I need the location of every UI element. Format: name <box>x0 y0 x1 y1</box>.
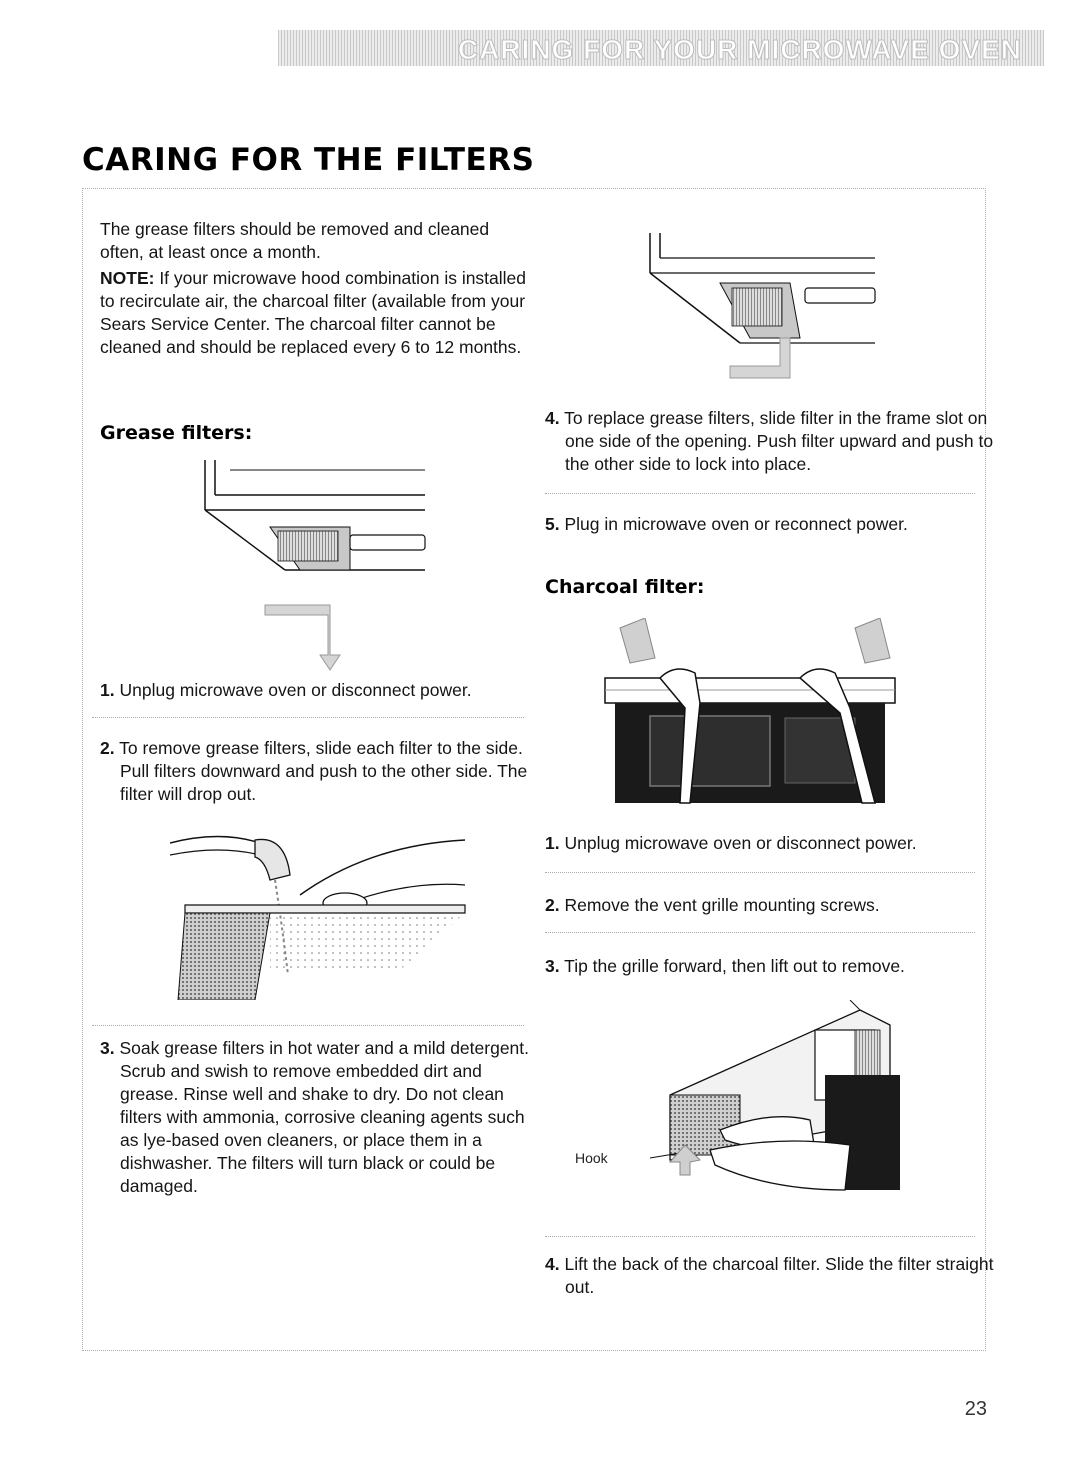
header-banner <box>278 30 1044 66</box>
divider <box>545 932 975 933</box>
divider <box>92 1025 524 1026</box>
charcoal-filter-heading: Charcoal filter: <box>545 576 705 598</box>
grease-filter-removal-illustration <box>190 455 440 675</box>
grease-step-1: 1. Unplug microwave oven or disconnect power. <box>100 680 472 700</box>
washing-filter-illustration <box>170 825 470 1000</box>
grease-step-2: 2. To remove grease filters, slide each filter to the side. Pull filters downward and push to the other side. The filter will drop out. <box>100 738 528 804</box>
page-number: 23 <box>964 1398 987 1420</box>
charcoal-step-3: 3. Tip the grille forward, then lift out to remove. <box>545 956 905 976</box>
charcoal-filter-microwave-illustration <box>600 618 900 813</box>
charcoal-step-4: 4. Lift the back of the charcoal filter. Slide the filter straight out. <box>545 1254 994 1297</box>
hook-label: Hook <box>575 1150 608 1166</box>
intro-text: The grease filters should be removed and cleaned often, at least once a month. <box>100 219 490 262</box>
charcoal-filter-hook-illustration <box>610 1000 910 1195</box>
page-title: CARING FOR THE FILTERS <box>82 142 535 178</box>
charcoal-step-1: 1. Unplug microwave oven or disconnect power. <box>545 833 917 853</box>
intro-note: NOTE: If your microwave hood combination is installed to recirculate air, the charcoal filter (available from your Sears Service Center. The charcoal filter cannot be cleaned and should be replaced every 6 to 12 months. <box>100 268 527 357</box>
charcoal-step-2: 2. Remove the vent grille mounting screws. <box>545 895 880 915</box>
divider <box>545 1236 975 1237</box>
grease-filters-heading: Grease filters: <box>100 422 253 444</box>
divider <box>545 872 975 873</box>
grease-step-3: 3. Soak grease filters in hot water and a mild detergent. Scrub and swish to remove embedded dirt and grease. Rinse well and shake to dry. Do not clean filters with ammonia, corrosive cleaning agents such as lye-based oven cleaners, or place them in a dishwasher. The filters will turn black or could be damaged. <box>100 1038 530 1196</box>
grease-step-4: 4. To replace grease filters, slide filter in the frame slot on one side of the opening. Push filter upward and push to the other side to lock into place. <box>545 408 994 474</box>
grease-filter-replace-illustration <box>640 228 880 388</box>
grease-step-5: 5. Plug in microwave oven or reconnect power. <box>545 514 908 534</box>
divider <box>92 717 524 718</box>
divider <box>545 493 975 494</box>
banner-title: CARING FOR YOUR MICROWAVE OVEN <box>457 34 1022 65</box>
